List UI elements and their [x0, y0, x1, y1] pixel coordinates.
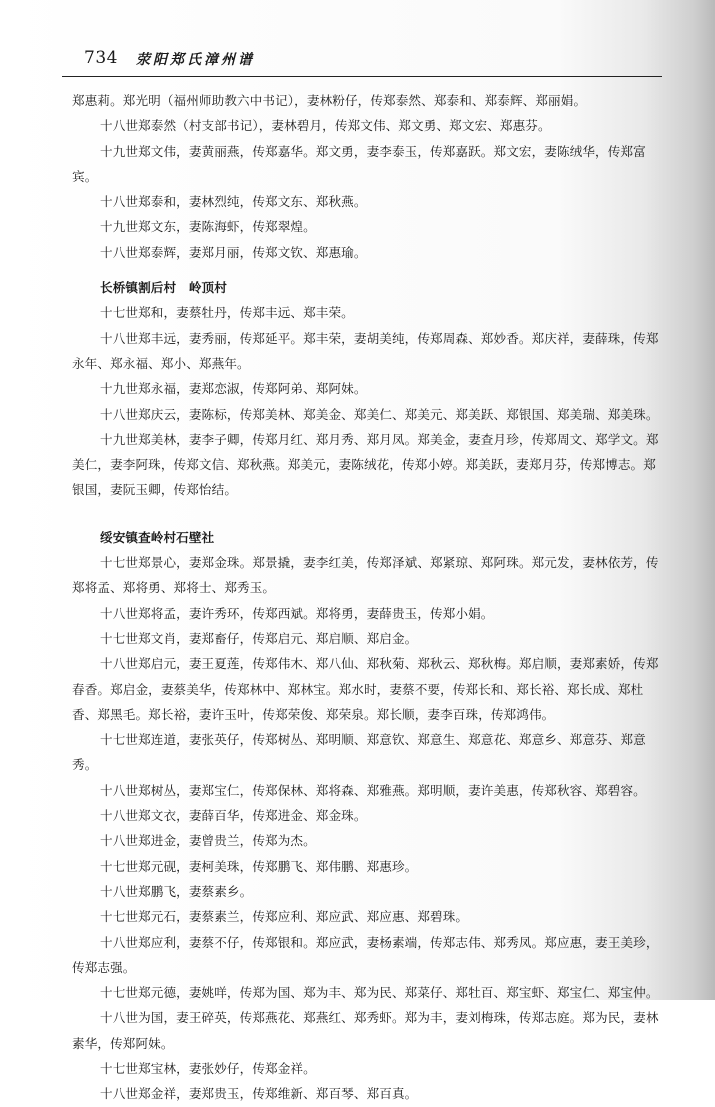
text-line: 十七世郑和，妻蔡牡丹，传郑丰远、郑丰荣。: [100, 305, 354, 321]
text-line: 十七世郑元石，妻蔡素兰，传郑应利、郑应武、郑应惠、郑碧珠。: [100, 909, 469, 925]
text-line: 十八世郑泰辉，妻郑月丽，传郑文钦、郑惠瑜。: [100, 244, 367, 260]
text-line: 十七世郑宝林，妻张妙仔，传郑金祥。: [100, 1060, 316, 1076]
page-number: 734: [84, 48, 118, 68]
text-line: 宾。: [72, 168, 98, 184]
text-line: 十八世郑应利，妻蔡不仔，传郑银和。郑应武，妻杨素端，传郑志伟、郑秀凤。郑应惠，妻王美珍，: [100, 934, 659, 950]
text-line: 十七世郑元砚，妻柯美珠，传郑鹏飞、郑伟鹏、郑惠珍。: [100, 858, 418, 874]
text-line: 春香。郑启金，妻蔡美华，传郑林中、郑林宝。郑水时，妻蔡不要，传郑长和、郑长裕、郑长成、郑杜: [72, 681, 644, 697]
genealogy-text: [72, 88, 692, 1107]
text-line: 十八世郑丰远，妻秀丽，传郑延平。郑丰荣，妻胡美纯，传郑周森、郑妙香。郑庆祥，妻薛珠，传郑: [100, 330, 659, 346]
text-line: 十八世郑庆云，妻陈标，传郑美林、郑美金、郑美仁、郑美元、郑美跃、郑银国、郑美瑞、郑美珠。: [100, 406, 659, 422]
text-line: 十八世郑鹏飞，妻蔡素乡。: [100, 883, 253, 899]
text-line: 十九世郑美林，妻李子卿，传郑月红、郑月秀、郑月凤。郑美金，妻查月珍，传郑周文、郑学文。郑: [100, 431, 659, 447]
section-heading: 长桥镇割后村 岭顶村: [100, 280, 227, 296]
text-line: 十八世郑进金，妻曾贵兰，传郑为杰。: [100, 833, 316, 849]
text-line: 永年、郑永福、郑小、郑燕年。: [72, 355, 250, 371]
text-line: 十九世郑文东，妻陈海虾，传郑翠煌。: [100, 219, 316, 235]
text-line: 十八世郑启元，妻王夏莲，传郑伟木、郑八仙、郑秋菊、郑秋云、郑秋梅。郑启顺，妻郑素娇，传郑: [100, 656, 659, 672]
text-line: 十八世郑将孟，妻许秀环，传郑西斌。郑将勇，妻薛贵玉，传郑小娟。: [100, 605, 494, 621]
section-heading: 绥安镇查岭村石壁社: [100, 529, 215, 545]
text-line: 十七世郑文肖，妻郑畜仔，传郑启元、郑启顺、郑启金。: [100, 630, 418, 646]
text-line: 美仁，妻李阿珠，传郑文信、郑秋燕。郑美元，妻陈绒花，传郑小婷。郑美跃，妻郑月芬，传郑博志。郑: [72, 457, 656, 473]
text-line: 传郑志强。: [72, 959, 136, 975]
text-line: 香、郑黑毛。郑长裕，妻许玉叶，传郑荣俊、郑荣泉。郑长顺，妻李百珠，传郑鸿伟。: [72, 706, 555, 722]
book-title: 荥阳郑氏漳州谱: [136, 52, 255, 68]
text-line: 十八世郑文衣，妻薛百华，传郑进金、郑金珠。: [100, 808, 367, 824]
text-line: 十七世郑景心，妻郑金珠。郑景撬，妻李红美，传郑泽斌、郑紧琼、郑阿珠。郑元发，妻林依芳，传: [100, 555, 659, 571]
text-line: 秀。: [72, 757, 98, 773]
text-line: 郑将孟、郑将勇、郑将士、郑秀玉。: [72, 580, 276, 596]
text-line: 郑惠莉。郑光明（福州师助教六中书记），妻林粉仔，传郑泰然、郑泰和、郑泰辉、郑丽娟。: [72, 93, 587, 108]
text-line: 十九世郑文伟，妻黄丽燕，传郑嘉华。郑文勇，妻李泰玉，传郑嘉跃。郑文宏，妻陈绒华，传郑富: [100, 143, 646, 159]
text-line: 十九世郑永福，妻郑恋淑，传郑阿弟、郑阿妹。: [100, 381, 367, 397]
text-line: 十八世郑泰和，妻林烈纯，传郑文东、郑秋燕。: [100, 194, 367, 210]
text-line: 十八世郑泰然（村支部书记），妻林碧月，传郑文伟、郑文勇、郑文宏、郑惠芬。: [100, 118, 551, 134]
text-line: 素华，传郑阿妹。: [72, 1035, 174, 1051]
text-line: 十八世为国，妻王碎英，传郑燕花、郑燕红、郑秀虾。郑为丰，妻刘梅珠，传郑志庭。郑为民，妻林: [100, 1010, 659, 1026]
text-line: 十八世郑金祥，妻郑贵玉，传郑维新、郑百琴、郑百真。: [100, 1086, 418, 1102]
text-line: 十七世郑连道，妻张英仔，传郑树丛、郑明顺、郑意钦、郑意生、郑意花、郑意乡、郑意芬、郑意: [100, 732, 646, 748]
text-line: 十八世郑树丛，妻郑宝仁，传郑保林、郑将森、郑雅燕。郑明顺，妻许美惠，传郑秋容、郑碧容。: [100, 782, 646, 798]
text-line: 银国，妻阮玉卿，传郑怡结。: [72, 482, 238, 498]
text-line: 十七世郑元德，妻姚咩，传郑为国、郑为丰、郑为民、郑菜仔、郑牡百、郑宝虾、郑宝仁、郑宝仲。: [100, 985, 659, 1001]
page-header: [62, 44, 662, 77]
